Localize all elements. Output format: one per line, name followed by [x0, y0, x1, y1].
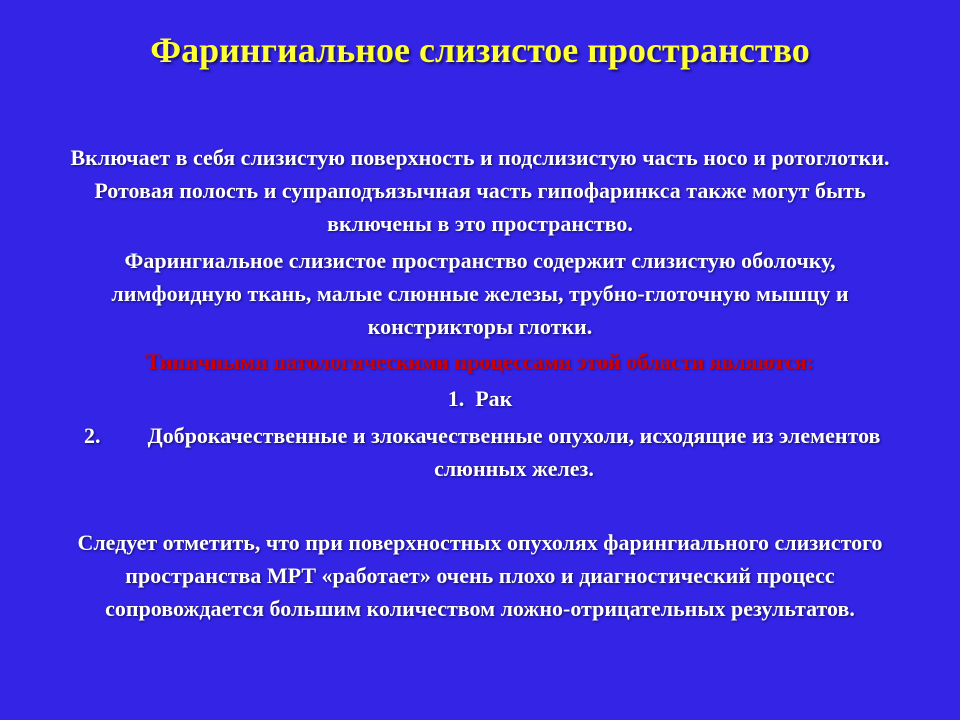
- paragraph-mri-note: Следует отметить, что при поверхностных опухолях фарингиального слизистого пространства МРТ «работает» очень плохо и диагностический процесс сопровождается большим количеством ложно-отрицательных результатов.: [77, 530, 883, 621]
- list-item-text: Рак: [475, 386, 513, 411]
- list-item-number: 1.: [447, 386, 465, 411]
- list-item-cancer: [0, 382, 960, 415]
- list-item-tumors: [84, 419, 904, 485]
- paragraph-contents: Фарингиальное слизистое пространство содержит слизистую оболочку, лимфоидную ткань, малые слюнные железы, трубно-глоточную мышцу и констрикторы глотки.: [111, 248, 849, 339]
- slide-title: Фарингиальное слизистое пространство: [150, 30, 810, 70]
- paragraph-definition: Включает в себя слизистую поверхность и подслизистую часть носо и ротоглотки. Ротовая полость и супраподъязычная часть гипофаринкса также могут быть включены в это пространство.: [70, 145, 890, 236]
- list-item-text: Доброкачественные и злокачественные опухоли, исходящие из элементов слюнных желез.: [147, 423, 881, 481]
- list-item-number: 2.: [84, 423, 101, 448]
- typical-processes-heading: Типичными патологическими процессами этой области являются:: [145, 349, 815, 374]
